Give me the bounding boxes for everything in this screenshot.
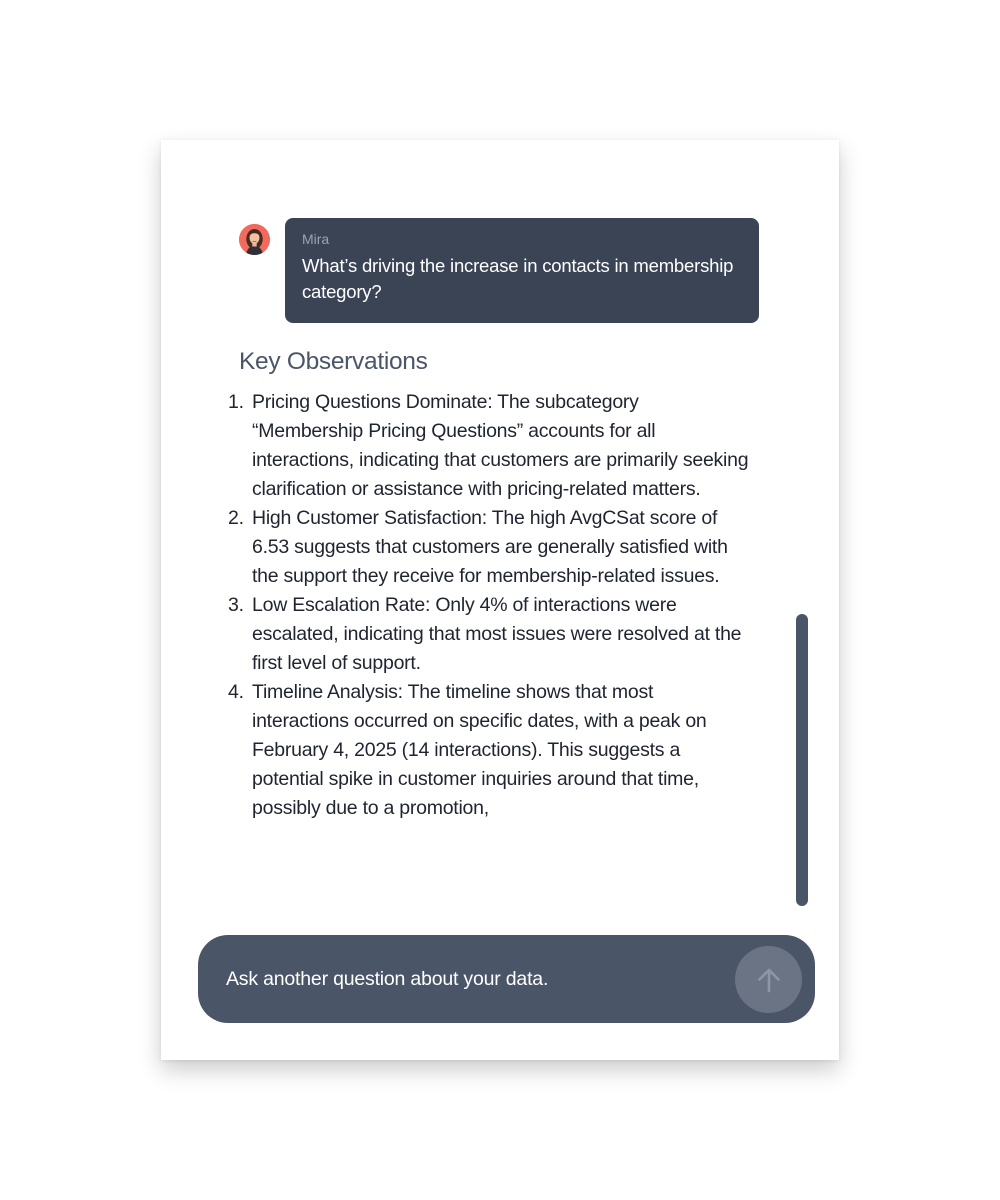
list-item-text: Pricing Questions Dominate: The subcategory “Membership Pricing Questions” accounts for all interactions, indicating that customers are primarily seeking clarification or assistance with pricing-related matters. (252, 391, 749, 500)
user-avatar (239, 224, 270, 255)
list-item-text: Timeline Analysis: The timeline shows that most interactions occurred on specific dates, with a peak on February 4, 2025 (14 interactions). This suggests a potential spike in customer inquiries around that time, possibly due to a promotion, (252, 681, 707, 819)
message-text: What’s driving the increase in contacts in membership category? (302, 255, 734, 302)
user-message-bubble (285, 218, 759, 323)
list-item (228, 678, 754, 823)
observations-list (228, 388, 754, 823)
list-item-number: 1. (228, 391, 244, 413)
scrollbar-thumb[interactable] (796, 614, 808, 906)
list-item-number: 4. (228, 681, 244, 703)
arrow-up-icon (754, 965, 784, 995)
list-item-text: Low Escalation Rate: Only 4% of interactions were escalated, indicating that most issues were resolved at the first level of support. (252, 594, 742, 674)
send-button[interactable] (735, 946, 802, 1013)
list-item-number: 3. (228, 594, 244, 616)
list-item (228, 591, 754, 678)
list-item (228, 504, 754, 591)
question-input-bar (198, 935, 815, 1023)
user-avatar-icon (239, 224, 270, 255)
chat-panel (161, 140, 839, 1060)
list-item (228, 388, 754, 504)
list-item-text: High Customer Satisfaction: The high AvgCSat score of 6.53 suggests that customers are generally satisfied with the support they receive for membership-related issues. (252, 507, 728, 587)
response-heading: Key Observations (239, 348, 428, 375)
question-input[interactable] (226, 935, 726, 1023)
message-sender: Mira (302, 231, 330, 247)
list-item-number: 2. (228, 507, 244, 529)
